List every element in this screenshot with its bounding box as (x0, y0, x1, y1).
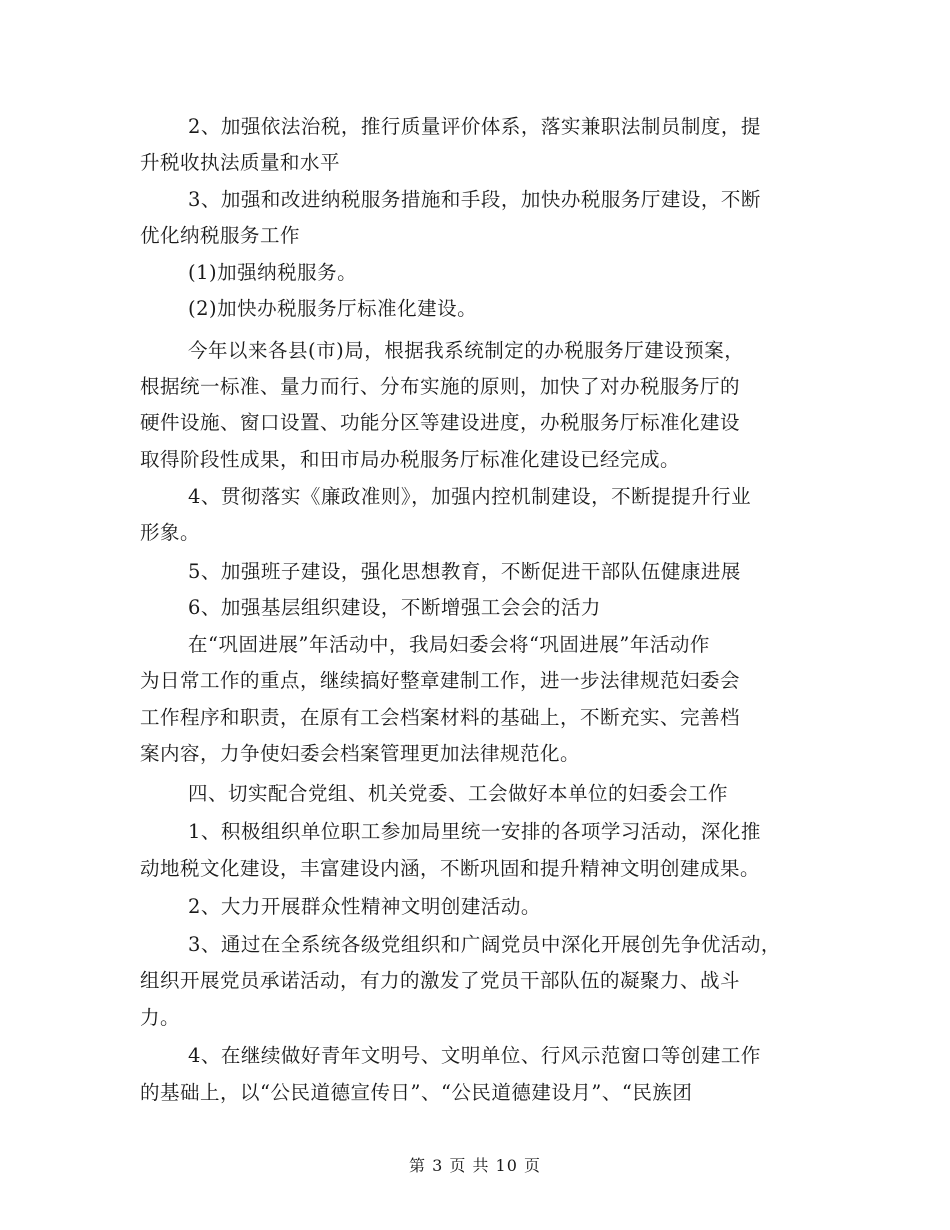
paragraph-line: 优化纳税服务工作 (140, 224, 301, 247)
paragraph-line: 为日常工作的重点，继续搞好整章建制工作，进一步法律规范妇委会 (140, 669, 741, 692)
paragraph-line: 升税收执法质量和水平 (140, 151, 341, 174)
paragraph-line: 动地税文化建设，丰富建设内涵，不断巩固和提升精神文明创建成果。 (140, 857, 761, 880)
paragraph-line: 2、加强依法治税，推行质量评价体系，落实兼职法制员制度，提 (188, 115, 761, 138)
paragraph-line: 3、通过在全系统各级党组织和广阔党员中深化开展创先争优活动， (188, 933, 781, 956)
paragraph-line: 的基础上，以“公民道德宣传日”、“公民道德建设月”、“民族团 (140, 1081, 693, 1104)
paragraph-line: (2)加快办税服务厅标准化建设。 (188, 297, 478, 320)
paragraph-line: 取得阶段性成果，和田市局办税服务厅标准化建设已经完成。 (140, 448, 681, 471)
paragraph-line: 在“巩固进展”年活动中，我局妇委会将“巩固进展”年活动作 (188, 633, 710, 656)
paragraph-line: 形象。 (140, 521, 201, 544)
paragraph-line: 4、在继续做好青年文明号、文明单位、行风示范窗口等创建工作 (188, 1044, 761, 1067)
paragraph-line: 根据统一标准、量力而行、分布实施的原则，加快了对办税服务厅的 (140, 375, 741, 398)
paragraph-line: 案内容，力争使妇委会档案管理更加法律规范化。 (140, 742, 581, 765)
paragraph-line: 4、贯彻落实《廉政准则》，加强内控机制建设，不断提提升行业 (188, 485, 752, 508)
section-heading: 四、切实配合党组、机关党委、工会做好本单位的妇委会工作 (188, 782, 729, 805)
paragraph-line: 组织开展党员承诺活动，有力的激发了党员干部队伍的凝聚力、战斗 (140, 969, 741, 992)
paragraph-line: 硬件设施、窗口设置、功能分区等建设进度，办税服务厅标准化建设 (140, 411, 741, 434)
paragraph-line: 3、加强和改进纳税服务措施和手段，加快办税服务厅建设，不断 (188, 188, 761, 211)
page-number-footer: 第 3 页 共 10 页 (409, 1156, 541, 1175)
paragraph-line: 工作程序和职责，在原有工会档案材料的基础上，不断充实、完善档 (140, 706, 741, 729)
paragraph-line: (1)加强纳税服务。 (188, 261, 358, 284)
paragraph-line: 2、大力开展群众性精神文明创建活动。 (188, 895, 541, 918)
paragraph-line: 今年以来各县(市)局，根据我系统制定的办税服务厅建设预案， (188, 339, 745, 362)
paragraph-line: 1、积极组织单位职工参加局里统一安排的各项学习活动，深化推 (188, 820, 761, 843)
paragraph-line: 5、加强班子建设，强化思想教育，不断促进干部队伍健康进展 (188, 560, 741, 583)
paragraph-line: 6、加强基层组织建设，不断增强工会会的活力 (188, 596, 601, 619)
paragraph-line: 力。 (140, 1006, 181, 1029)
